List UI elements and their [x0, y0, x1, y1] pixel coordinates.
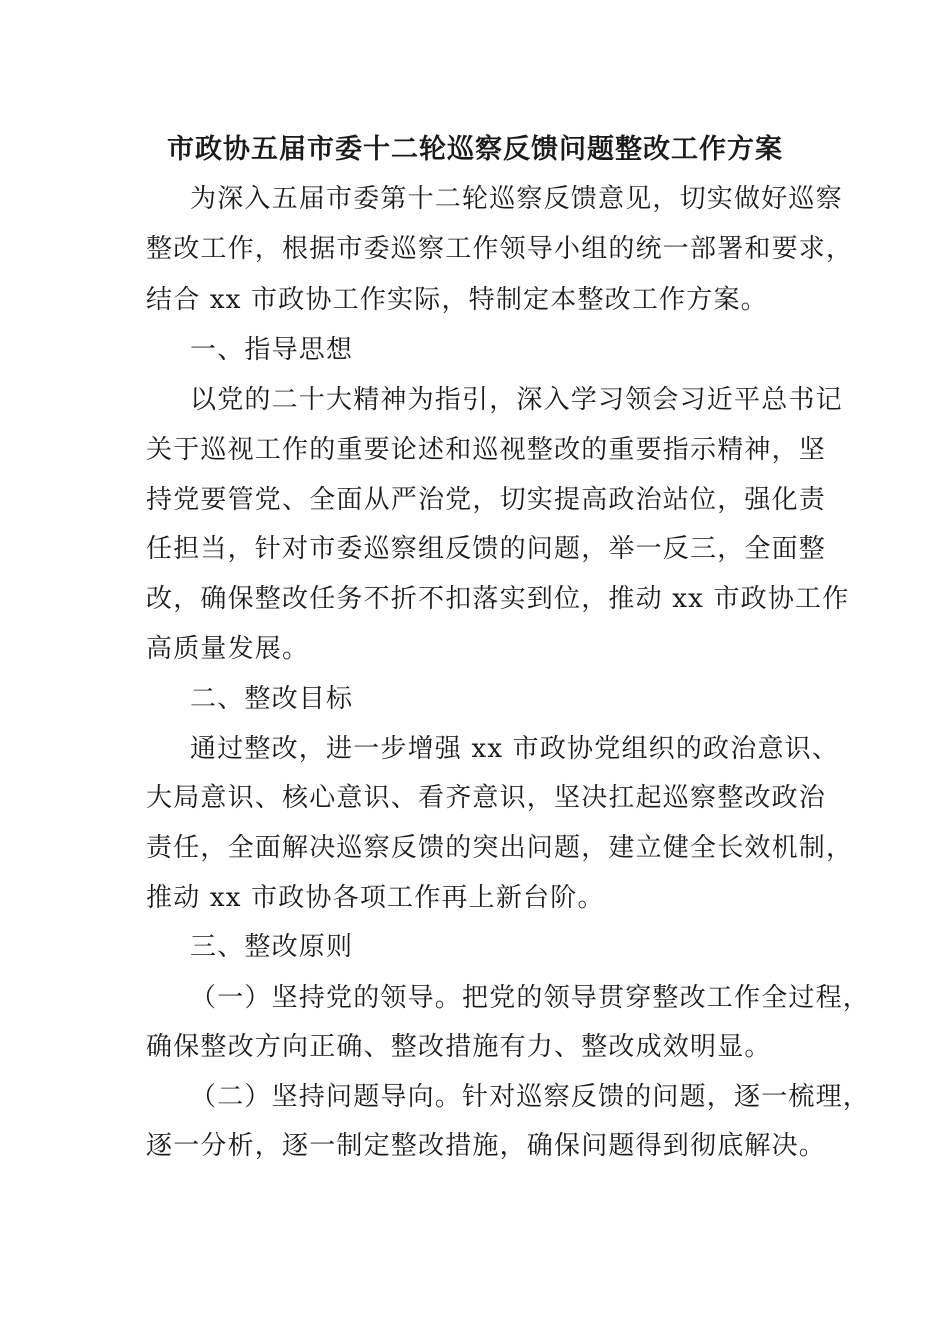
section-heading: 一、指导思想 [190, 335, 354, 365]
section-heading: 三、整改原则 [190, 932, 354, 962]
section-heading: 二、整改目标 [190, 684, 354, 714]
body-line: 逐一分析，逐一制定整改措施，确保问题得到彻底解决。 [146, 1131, 827, 1161]
body-line: 大局意识、核心意识、看齐意识，坚决扛起巡察整改政治 [146, 783, 827, 813]
body-line: 推动 xx 市政协各项工作再上新台阶。 [146, 883, 605, 913]
document-title: 市政协五届市委十二轮巡察反馈问题整改工作方案 [167, 134, 783, 165]
body-line: 任担当，针对市委巡察组反馈的问题，举一反三，全面整 [146, 534, 827, 564]
body-line: 责任，全面解决巡察反馈的突出问题，建立健全长效机制， [146, 833, 854, 863]
body-line: 结合 xx 市政协工作实际，特制定本整改工作方案。 [146, 285, 768, 315]
body-line: （二）坚持问题导向。针对巡察反馈的问题，逐一梳理， [190, 1082, 871, 1112]
body-line: （一）坚持党的领导。把党的领导贯穿整改工作全过程， [190, 983, 871, 1013]
body-line: 为深入五届市委第十二轮巡察反馈意见，切实做好巡察 [190, 184, 843, 214]
body-line: 高质量发展。 [146, 634, 310, 664]
body-line: 整改工作，根据市委巡察工作领导小组的统一部署和要求， [146, 234, 854, 264]
body-line: 持党要管党、全面从严治党，切实提高政治站位，强化责 [146, 485, 827, 515]
body-line: 通过整改，进一步增强 xx 市政协党组织的政治意识、 [190, 734, 840, 764]
body-line: 关于巡视工作的重要论述和巡视整改的重要指示精神，坚 [146, 435, 827, 465]
body-line: 改，确保整改任务不折不扣落实到位，推动 xx 市政协工作 [146, 584, 850, 614]
body-line: 确保整改方向正确、整改措施有力、整改成效明显。 [146, 1032, 772, 1062]
body-line: 以党的二十大精神为指引，深入学习领会习近平总书记 [190, 385, 843, 415]
